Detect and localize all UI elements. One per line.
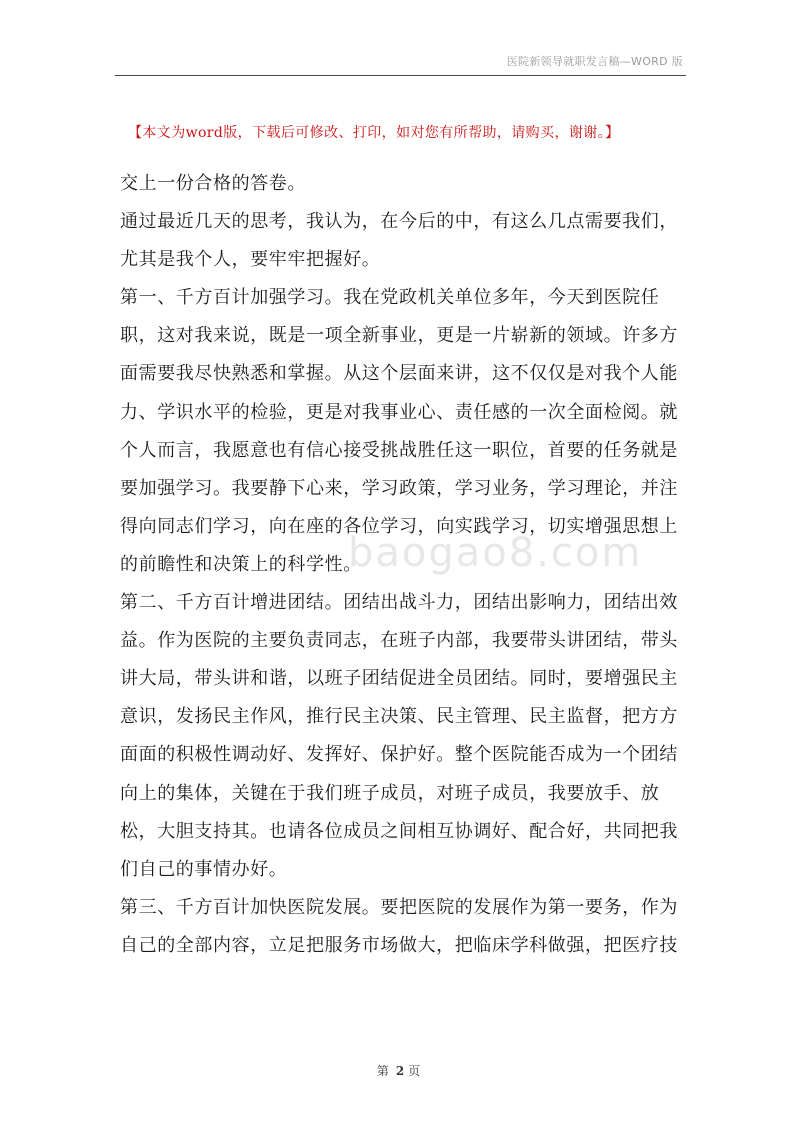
running-header-title: 医院新领导就职发言稿—WORD 版 <box>506 55 683 68</box>
paragraph: 第一、千方百计加强学习。我在党政机关单位多年，今天到医院任职，这对我来说，既是一项全新事业，更是一片崭新的领域。许多方面需要我尽快熟悉和掌握。从这个层面来讲，这不仅仅是对我个人能力、学识水平的检验，更是对我事业心、责任感的一次全面检阅。就个人而言，我愿意也有信心接受挑战胜任这一职位，首要的任务就是要加强学习。我要静下心来，学习政策，学习业务，学习理论，并注得向同志们学习，向在座的各位学习，向实践学习，切实增强思想上的前瞻性和决策上的科学性。 <box>120 287 678 575</box>
page-number: 2 <box>395 1064 405 1078</box>
document-body <box>120 165 686 965</box>
paragraph: 第三、千方百计加快医院发展。要把医院的发展作为第一要务，作为自己的全部内容，立足把服务市场做大，把临床学科做强，把医疗技 <box>120 896 678 956</box>
header-divider <box>115 75 686 76</box>
download-notice: 【本文为word版，下载后可修改、打印，如对您有所帮助，请购买，谢谢。】 <box>128 125 620 141</box>
watermark: baogao8.com <box>348 530 643 576</box>
page-label-suffix: 页 <box>408 1064 424 1078</box>
page-footer <box>0 1062 800 1079</box>
paragraph: 通过最近几天的思考，我认为，在今后的中，有这么几点需要我们，尤其是我个人，要牢牢把握好。 <box>120 211 678 271</box>
paragraph: 交上一份合格的答卷。 <box>120 173 306 194</box>
paragraph: 第二、千方百计增进团结。团结出战斗力，团结出影响力，团结出效益。作为医院的主要负责同志，在班子内部，我要带头讲团结，带头讲大局，带头讲和谐，以班子团结促进全员团结。同时，要增强民主意识，发扬民主作风，推行民主决策、民主管理、民主监督，把方方面面的积极性调动好、发挥好、保护好。整个医院能否成为一个团结向上的集体，关键在于我们班子成员，对班子成员，我要放手、放松，大胆支持其。也请各位成员之间相互协调好、配合好，共同把我们自己的事情办好。 <box>120 592 678 880</box>
page-label-prefix: 第 <box>376 1064 392 1078</box>
